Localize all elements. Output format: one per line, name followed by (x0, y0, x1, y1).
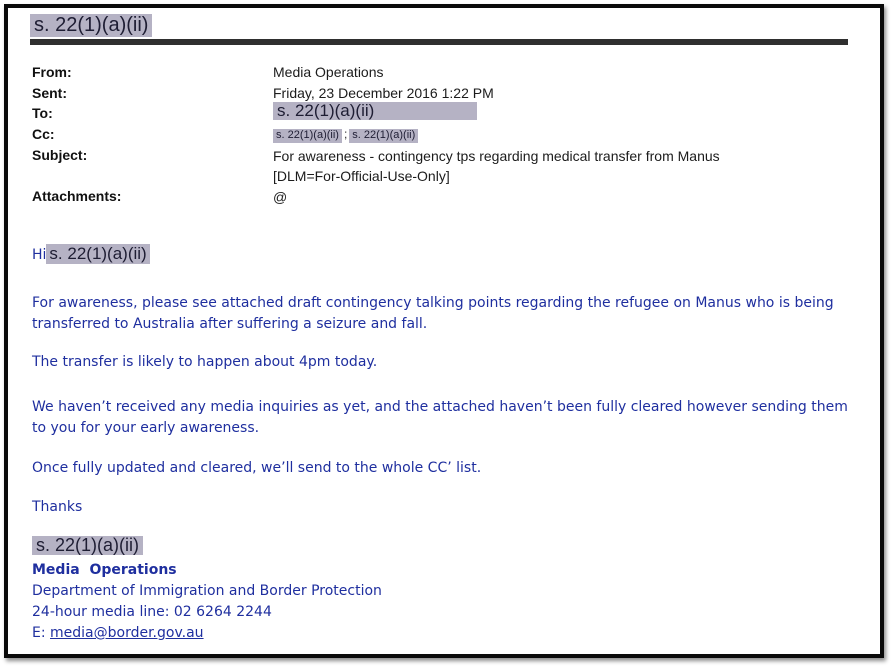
cc-redaction-2: s. 22(1)(a)(ii) (349, 129, 418, 143)
document-frame (4, 4, 884, 658)
subject-line-1: For awareness - contingency tps regarding medical transfer from Manus (273, 148, 720, 164)
header-rule (30, 39, 848, 45)
attachments-label: Attachments: (32, 188, 122, 204)
greeting-redaction: s. 22(1)(a)(ii) (46, 244, 149, 264)
cc-value (273, 125, 418, 143)
cc-separator: ; (343, 127, 348, 141)
cc-redaction-1: s. 22(1)(a)(ii) (273, 129, 342, 143)
greeting (32, 244, 150, 266)
from-label: From: (32, 64, 72, 80)
signature-email-row (32, 623, 204, 644)
top-redaction: s. 22(1)(a)(ii) (30, 14, 152, 37)
sent-label: Sent: (32, 85, 67, 101)
attachment-icon[interactable]: @ (273, 189, 288, 205)
signature-team: Media Operations (32, 562, 177, 578)
to-redaction: s. 22(1)(a)(ii) (273, 102, 477, 120)
paragraph-3-line-2: to you for your early awareness. (32, 420, 260, 436)
paragraph-3 (32, 397, 848, 439)
greeting-text: Hi (32, 247, 47, 263)
closing: Thanks (32, 499, 83, 515)
to-label: To: (32, 105, 53, 121)
signature-redaction: s. 22(1)(a)(ii) (32, 536, 143, 555)
signature-media-line: 24-hour media line: 02 6264 2244 (32, 604, 272, 620)
from-value: Media Operations (273, 64, 384, 80)
paragraph-2: The transfer is likely to happen about 4pm today. (32, 354, 378, 370)
to-value (273, 102, 477, 120)
signature-email-label: E: (32, 625, 46, 641)
subject-label: Subject: (32, 147, 88, 163)
signature-email-link[interactable]: media@border.gov.au (50, 625, 204, 641)
sent-value: Friday, 23 December 2016 1:22 PM (273, 85, 494, 101)
paragraph-3-line-1: We haven’t received any media inquiries as yet, and the attached haven’t been fully cleared however sending them (32, 399, 848, 415)
paragraph-1 (32, 293, 834, 335)
signature-department: Department of Immigration and Border Protection (32, 583, 382, 599)
subject-line-2: [DLM=For-Official-Use-Only] (273, 168, 450, 184)
paragraph-1-line-1: For awareness, please see attached draft contingency talking points regarding the refugee on Manus who is being (32, 295, 834, 311)
paragraph-1-line-2: transferred to Australia after suffering a seizure and fall. (32, 316, 428, 332)
signature-redaction-row (32, 536, 143, 558)
cc-label: Cc: (32, 126, 55, 142)
paragraph-4: Once fully updated and cleared, we’ll send to the whole CC’ list. (32, 460, 482, 476)
